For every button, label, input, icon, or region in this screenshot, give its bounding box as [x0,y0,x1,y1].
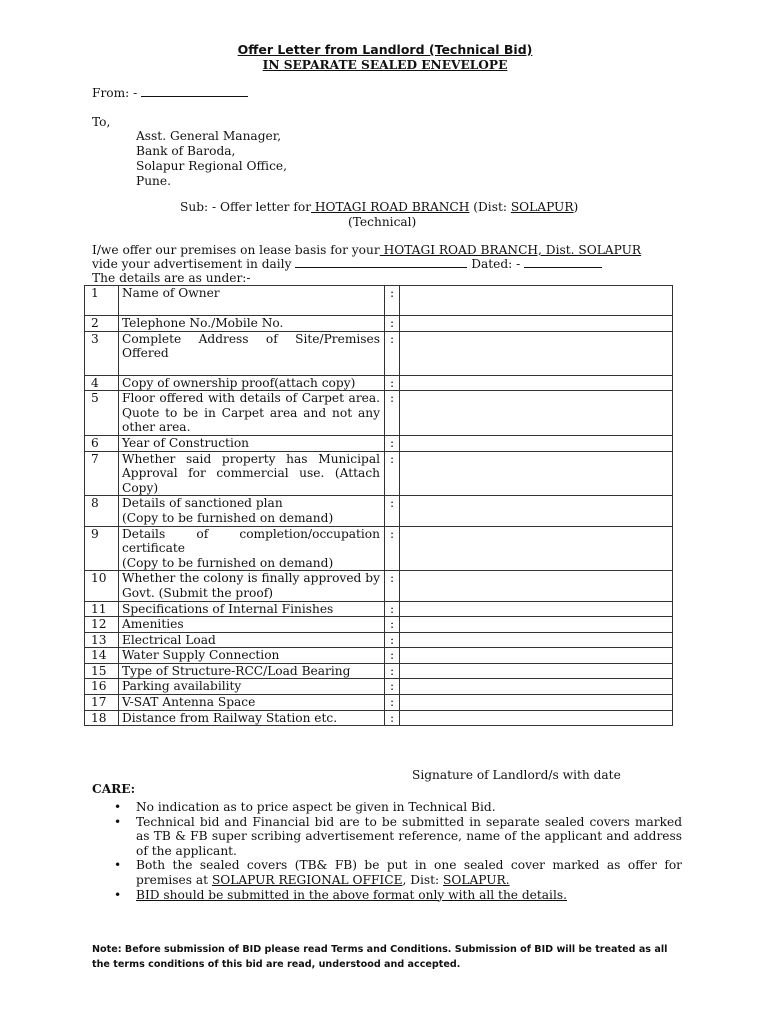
address-line: Asst. General Manager, [136,129,282,143]
table-row [85,571,673,601]
row-colon: : [385,663,400,679]
subject-prefix: Sub: - Offer letter for [180,200,312,214]
to-label: To, [92,115,111,129]
row-number: 18 [85,710,119,726]
row-label: V-SAT Antenna Space [119,695,385,711]
intro-line-1 [92,243,641,257]
row-value-cell[interactable] [400,695,673,711]
from-label: From: - [92,86,138,100]
subject-dist-suffix: ) [573,200,579,214]
submission-note: Note: Before submission of BID please read Terms and Conditions. Submission of BID will be treated as all the terms conditions of this bid are read, understood and accepted. [92,944,668,970]
dated-blank [524,257,602,268]
row-value-cell[interactable] [400,648,673,664]
document-subtitle [0,58,770,72]
row-colon: : [385,632,400,648]
row-value-cell[interactable] [400,710,673,726]
row-number: 15 [85,663,119,679]
row-value-cell[interactable] [400,316,673,332]
details-table [84,285,673,726]
row-number: 5 [85,391,119,436]
row-label: Complete Address of Site/Premises Offered [119,331,385,375]
care-item-dist-label: , Dist: [402,872,444,887]
table-row [85,710,673,726]
row-label: Telephone No./Mobile No. [119,316,385,332]
row-number: 1 [85,286,119,316]
bullet-icon: • [114,814,122,829]
row-colon: : [385,316,400,332]
row-number: 9 [85,526,119,571]
care-section [92,782,682,902]
row-value-cell[interactable] [400,375,673,391]
row-value-cell[interactable] [400,331,673,375]
row-label-cell [119,526,385,571]
row-colon: : [385,695,400,711]
table-row [85,601,673,617]
row-number: 14 [85,648,119,664]
row-label-note: (Copy to be furnished on demand) [122,510,334,525]
row-colon: : [385,571,400,601]
subject-line [180,200,578,214]
dated-label: Dated: - [471,257,521,271]
row-label: Details of sanctioned plan [122,496,283,511]
care-item-office: SOLAPUR REGIONAL OFFICE [211,872,403,887]
row-label: Year of Construction [119,435,385,451]
row-number: 10 [85,571,119,601]
row-value-cell[interactable] [400,526,673,571]
row-label: Copy of ownership proof(attach copy) [119,375,385,391]
row-number: 6 [85,435,119,451]
table-row [85,435,673,451]
care-item-text: BID should be submitted in the above format only with all the details. [136,887,567,902]
bullet-icon: • [114,858,122,873]
to-address [136,129,287,189]
subject-dist: SOLAPUR [510,200,574,214]
row-colon: : [385,286,400,316]
row-colon: : [385,648,400,664]
intro-branch: HOTAGI ROAD BRANCH, Dist. SOLAPUR [379,243,642,257]
subject-branch: HOTAGI ROAD BRANCH [311,200,470,214]
address-line: Solapur Regional Office, [136,159,287,173]
row-value-cell[interactable] [400,663,673,679]
table-row [85,391,673,436]
table-row [85,679,673,695]
list-item [114,814,682,859]
row-number: 8 [85,496,119,526]
table-row [85,695,673,711]
row-number: 16 [85,679,119,695]
care-item-text: Technical bid and Financial bid are to be submitted in separate sealed covers marked as TB & FB super scribing advertisement reference, name of the applicant and address of the applicant. [136,814,682,858]
table-row [85,316,673,332]
table-row [85,375,673,391]
intro-line-2 [92,257,602,271]
row-label: Parking availability [119,679,385,695]
care-list [92,800,682,902]
from-line [92,86,248,100]
row-label-note: (Copy to be furnished on demand) [122,555,334,570]
table-row [85,632,673,648]
title-text: Offer Letter from Landlord (Technical Bid) [237,42,533,57]
row-colon: : [385,375,400,391]
row-colon: : [385,617,400,633]
table-row [85,526,673,571]
subject-technical: (Technical) [348,215,417,229]
table-row [85,663,673,679]
row-colon: : [385,451,400,496]
intro-prefix: I/we offer our premises on lease basis for your [92,243,380,257]
row-value-cell[interactable] [400,617,673,633]
care-item-dist: SOLAPUR. [443,872,510,887]
newspaper-blank [295,257,467,268]
table-row [85,286,673,316]
row-label: Type of Structure-RCC/Load Bearing [119,663,385,679]
row-value-cell[interactable] [400,391,673,436]
row-label: Electrical Load [119,632,385,648]
row-number: 3 [85,331,119,375]
row-number: 11 [85,601,119,617]
row-label: Distance from Railway Station etc. [119,710,385,726]
address-line: Bank of Baroda, [136,144,236,158]
row-number: 13 [85,632,119,648]
row-colon: : [385,435,400,451]
bullet-icon: • [114,800,122,814]
bullet-icon: • [114,887,122,902]
intro-line-3: The details are as under:- [92,271,251,285]
table-row [85,617,673,633]
table-row [85,496,673,526]
row-value-cell[interactable] [400,435,673,451]
row-label: Water Supply Connection [119,648,385,664]
list-item [114,800,682,815]
row-label: Whether said property has Municipal Approval for commercial use. (Attach Copy) [119,451,385,496]
from-blank [141,86,248,97]
row-number: 17 [85,695,119,711]
table-row [85,451,673,496]
row-colon: : [385,331,400,375]
row-value-cell[interactable] [400,601,673,617]
address-line: Pune. [136,174,171,188]
row-colon: : [385,710,400,726]
table-row [85,331,673,375]
row-label: Specifications of Internal Finishes [119,601,385,617]
row-colon: : [385,601,400,617]
row-value-cell[interactable] [400,679,673,695]
row-number: 2 [85,316,119,332]
row-value-cell[interactable] [400,632,673,648]
care-heading: CARE: [92,782,136,796]
row-colon: : [385,496,400,526]
row-colon: : [385,526,400,571]
row-value-cell[interactable] [400,451,673,496]
row-colon: : [385,391,400,436]
row-label: Floor offered with details of Carpet area. Quote to be in Carpet area and not any other area. [119,391,385,436]
row-number: 7 [85,451,119,496]
intro-daily-label: vide your advertisement in daily [92,257,292,271]
row-number: 4 [85,375,119,391]
row-label: Details of completion/occupation certificate [122,526,380,556]
row-value-cell[interactable] [400,496,673,526]
list-item [114,858,682,887]
list-item [114,887,682,903]
document-title [0,42,770,57]
care-item-text: Both the sealed covers (TB& FB) be put in one sealed cover marked as offer for premises at [136,858,682,887]
subject-dist-prefix: (Dist: [469,200,511,214]
row-colon: : [385,679,400,695]
row-label: Whether the colony is finally approved by Govt. (Submit the proof) [119,571,385,601]
row-label-cell [119,496,385,526]
signature-label: Signature of Landlord/s with date [412,768,621,782]
row-number: 12 [85,617,119,633]
care-item-text: No indication as to price aspect be given in Technical Bid. [136,800,496,814]
subtitle-text: IN SEPARATE SEALED ENEVELOPE [262,58,508,72]
row-value-cell[interactable] [400,286,673,316]
table-row [85,648,673,664]
row-label: Amenities [119,617,385,633]
row-value-cell[interactable] [400,571,673,601]
row-label: Name of Owner [119,286,385,316]
